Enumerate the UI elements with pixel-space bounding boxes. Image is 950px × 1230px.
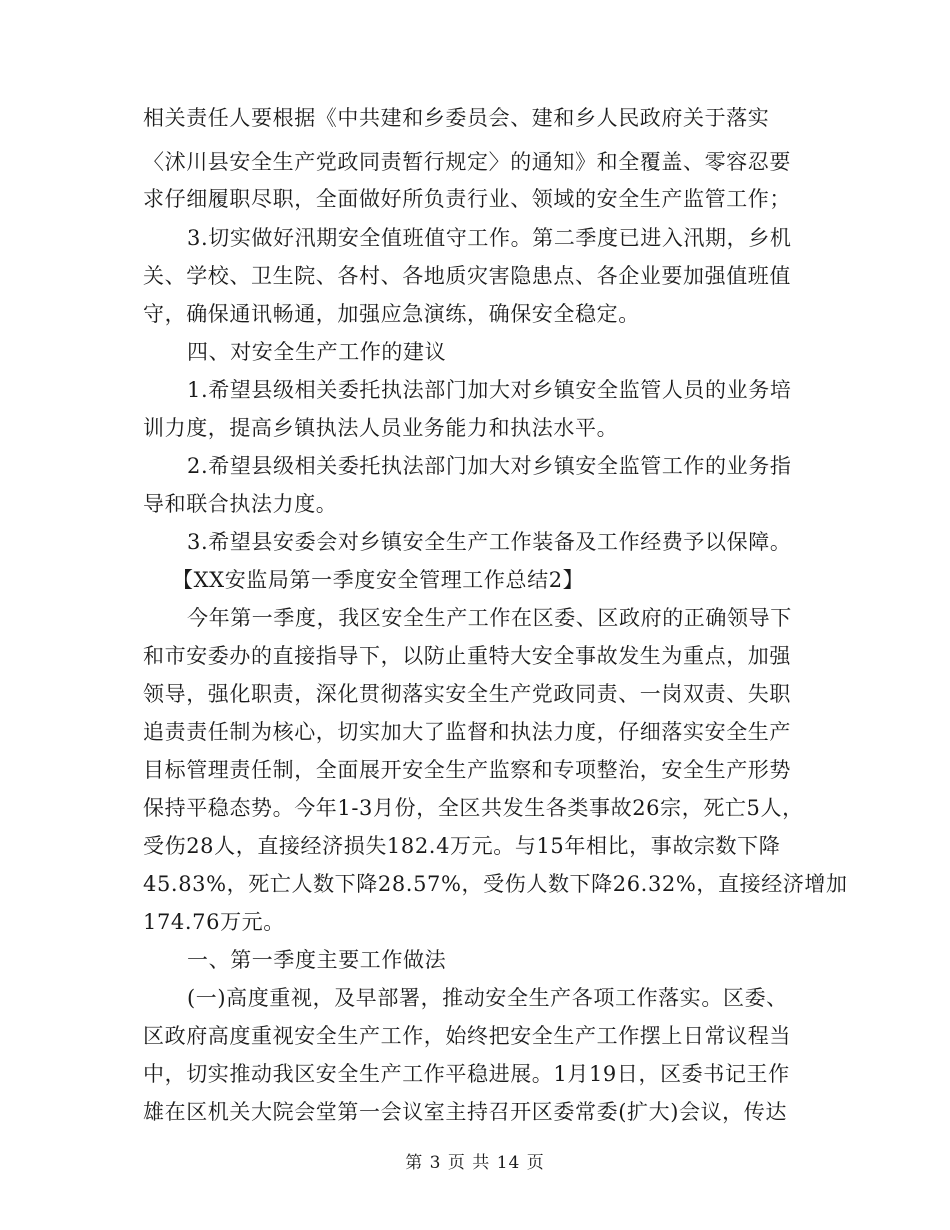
text-line: 〈沭川县安全生产党政同责暂行规定〉的通知》和全覆盖、零容忍要 — [143, 150, 791, 174]
text-line: 1.希望县级相关委托执法部门加大对乡镇安全监管人员的业务培 — [187, 378, 792, 402]
text-line: 受伤28人，直接经济损失182.4万元。与15年相比，事故宗数下降 — [143, 834, 781, 858]
section-title: 【XX安监局第一季度安全管理工作总结2】 — [172, 568, 585, 592]
text-line: 中，切实推动我区安全生产工作平稳进展。1月19日，区委书记王作 — [143, 1062, 790, 1086]
section-heading: 四、对安全生产工作的建议 — [187, 340, 447, 364]
text-line: 领导，强化职责，深化贯彻落实安全生产党政同责、一岗双责、失职 — [143, 682, 791, 706]
text-line: 保持平稳态势。今年1-3月份，全区共发生各类事故26宗，死亡5人， — [143, 796, 804, 820]
page-number: 第 3 页 共 14 页 — [405, 1153, 545, 1173]
page-footer — [0, 1153, 950, 1173]
text-line: 3.切实做好汛期安全值班值守工作。第二季度已进入汛期，乡机 — [187, 226, 792, 250]
section-heading: 一、第一季度主要工作做法 — [187, 948, 447, 972]
text-line: (一)高度重视，及早部署，推动安全生产各项工作落实。区委、 — [187, 986, 788, 1010]
text-line: 3.希望县安委会对乡镇安全生产工作装备及工作经费予以保障。 — [187, 530, 792, 554]
text-line: 守，确保通讯畅通，加强应急演练，确保安全稳定。 — [143, 302, 640, 326]
text-line: 目标管理责任制，全面展开安全生产监察和专项整治，安全生产形势 — [143, 758, 791, 782]
text-line: 训力度，提高乡镇执法人员业务能力和执法水平。 — [143, 416, 619, 440]
text-line: 2.希望县级相关委托执法部门加大对乡镇安全监管工作的业务指 — [187, 454, 792, 478]
text-line: 雄在区机关大院会堂第一会议室主持召开区委常委(扩大)会议，传达 — [143, 1100, 787, 1124]
text-line: 今年第一季度，我区安全生产工作在区委、区政府的正确领导下 — [187, 606, 792, 630]
text-line: 相关责任人要根据《中共建和乡委员会、建和乡人民政府关于落实 — [143, 106, 770, 130]
text-line: 追责责任制为核心，切实加大了监督和执法力度，仔细落实安全生产 — [143, 720, 791, 744]
text-line: 关、学校、卫生院、各村、各地质灾害隐患点、各企业要加强值班值 — [143, 264, 791, 288]
text-line: 求仔细履职尽职，全面做好所负责行业、领域的安全生产监管工作； — [143, 187, 791, 211]
text-line: 区政府高度重视安全生产工作，始终把安全生产工作摆上日常议程当 — [143, 1024, 791, 1048]
text-line: 和市安委办的直接指导下，以防止重特大安全事故发生为重点，加强 — [143, 644, 791, 668]
text-line: 174.76万元。 — [143, 910, 285, 934]
text-line: 45.83%，死亡人数下降28.57%，受伤人数下降26.32%，直接经济增加 — [143, 872, 848, 896]
text-line: 导和联合执法力度。 — [143, 492, 338, 516]
